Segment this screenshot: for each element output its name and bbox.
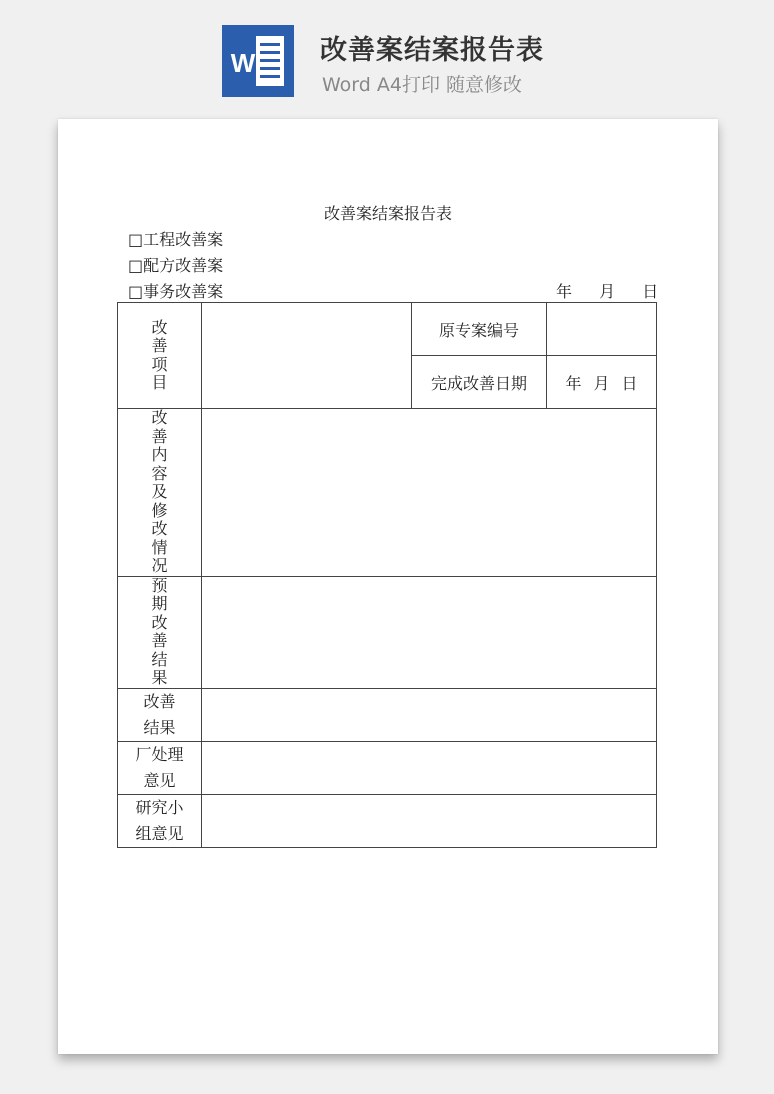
header-subtitle: Word A4打印 随意修改 (322, 74, 523, 96)
header-title: 改善案结案报告表 (320, 35, 544, 66)
date-day: 日 (642, 282, 659, 301)
report-table (117, 302, 657, 848)
report-date (556, 279, 658, 302)
label-expected-result: 预 期 改 善 结 果 (118, 576, 202, 688)
improvement-item-field[interactable] (202, 303, 412, 409)
label-completion-date: 完成改善日期 (412, 356, 547, 409)
label-improvement-result: 改善 结果 (118, 688, 202, 741)
document-title: 改善案结案报告表 (323, 204, 452, 223)
label-factory-opinion: 厂处理 意见 (118, 741, 202, 794)
option-engineering[interactable]: □工程改善案 (128, 230, 224, 249)
expected-result-field[interactable] (202, 576, 657, 688)
date-month: 月 (599, 282, 616, 301)
label-original-case-no: 原专案编号 (412, 303, 547, 356)
factory-opinion-field[interactable] (202, 741, 657, 794)
option-formula[interactable]: □配方改善案 (128, 256, 224, 275)
template-header (0, 0, 774, 110)
date-year: 年 (556, 282, 573, 301)
group-opinion-field[interactable] (202, 794, 657, 847)
option-affairs[interactable]: □事务改善案 (128, 282, 224, 301)
svg-text:W: W (230, 48, 256, 78)
label-group-opinion: 研究小 组意见 (118, 794, 202, 847)
label-improvement-content: 改 善 内 容 及 修 改 情 况 (118, 409, 202, 577)
label-improvement-item: 改 善 项 目 (118, 303, 202, 409)
improvement-content-field[interactable] (202, 409, 657, 577)
original-case-no-field[interactable] (547, 303, 657, 356)
document-page (58, 119, 718, 1054)
completion-date-field[interactable]: 年 月 日 (547, 356, 657, 409)
word-icon (222, 25, 294, 97)
improvement-result-field[interactable] (202, 688, 657, 741)
